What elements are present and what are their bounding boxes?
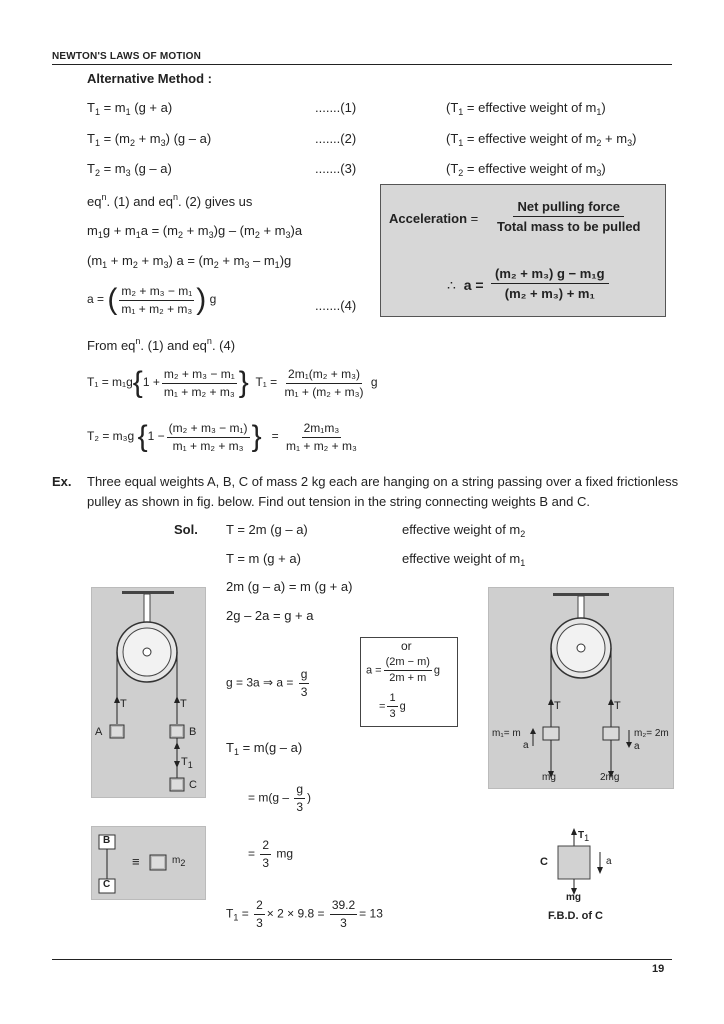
footer-rule bbox=[52, 959, 672, 960]
block-c-label: C bbox=[189, 779, 197, 791]
tension-right-label: T bbox=[180, 698, 187, 710]
fbd-diagram bbox=[540, 826, 640, 916]
tension-bc-label: $T_1$ bbox=[181, 756, 193, 770]
weight-left-label: mg bbox=[542, 772, 556, 783]
equation-3-number: .......(3) bbox=[315, 161, 357, 176]
from-eq-line: From $eq^n$. (1) and $eq^n$. (4) bbox=[87, 336, 236, 353]
fbd-of-c bbox=[540, 826, 640, 926]
solution-step-1: T = 2m (g – a) bbox=[226, 522, 308, 537]
t1-expression: T₁ = m₁g{1 + $\frac{\text{m₂ + m₃ − m₁}}{\text{m₁ + m₂ + m₃}}$ } T₁ = $\frac{\text{2m₁(m₂ + m₃)}}{\text{m₁ + (m₂ + m₃)}}$ g bbox=[87, 366, 378, 399]
section-header: NEWTON'S LAWS OF MOTION bbox=[52, 51, 202, 62]
pulley-figure-abc bbox=[91, 587, 206, 798]
equation-4: a = ( $\frac{\text{m₂ + m₃ − m₁}}{\text{m₁ + m₂ + m₃}}$ ) g bbox=[87, 283, 217, 316]
solution-step-2-note: effective weight of $m_1$ bbox=[402, 551, 526, 568]
equation-3-note: ($T_2$ = effective weight of $m_3$) bbox=[446, 161, 606, 178]
solution-step-8: = $\frac{2}{3}$ mg bbox=[248, 838, 294, 870]
equivalent-mass-figure bbox=[91, 826, 206, 900]
equation-1: $T_1 = m_1$ (g + a) bbox=[87, 100, 173, 117]
fbd-accel-label: a bbox=[606, 856, 612, 867]
acceleration-result: ∴ a = bbox=[447, 277, 484, 293]
alt-method-title: Alternative Method : bbox=[87, 71, 212, 86]
equation-3: $T_2 = m_3$ (g – a) bbox=[87, 161, 172, 178]
fbd-caption: F.B.D. of C bbox=[548, 910, 603, 922]
equation-2-number: .......(2) bbox=[315, 131, 357, 146]
equation-4-number: .......(4) bbox=[315, 298, 357, 313]
accel-left-label: a bbox=[523, 740, 529, 751]
derivation-line-2: $(m_1 + m_2 + m_3) a = (m_2 + m_3 - m_1)g$ bbox=[87, 253, 292, 270]
weight-right-label: 2mg bbox=[600, 772, 620, 783]
equivalent-sign: ≡ bbox=[132, 854, 140, 869]
fbd-block-label: C bbox=[540, 856, 548, 868]
derivation-line-1: $m_1g + m_1a = (m_2 + m_3)g - (m_2 + m_3)a$ bbox=[87, 223, 303, 240]
header-rule bbox=[52, 64, 672, 65]
or-label: or bbox=[401, 639, 412, 653]
equiv-block-c-label: C bbox=[103, 879, 111, 890]
example-text-line-2: pulley as shown in fig. below. Find out tension in the string connecting weights B and C. bbox=[87, 494, 590, 509]
tension-right-label: T bbox=[614, 700, 621, 712]
example-text-line-1: Three equal weights A, B, C of mass 2 kg each are hanging on a string passing over a fixed frictionless bbox=[87, 474, 679, 489]
mass-2-label: m₂= 2m bbox=[634, 728, 669, 739]
solution-step-5: g = 3a ⇒ a = $\frac{g}{3}$ bbox=[226, 667, 308, 699]
solution-label: Sol. bbox=[174, 522, 198, 537]
mass-1-label: m₁= m bbox=[492, 728, 521, 739]
or-result: = $\frac{1}{3}$ g bbox=[379, 692, 406, 720]
pulley-figure-m1-m2 bbox=[488, 587, 674, 789]
solution-step-3: 2m (g – a) = m (g + a) bbox=[226, 579, 353, 594]
acceleration-formula-box bbox=[380, 184, 666, 317]
acceleration-result-fraction: $\frac{\text{(m₂ + m₃) g − m₁g}}{\text{(m₂ + m₃) + m₁}}$ bbox=[489, 266, 611, 301]
solution-step-9: $T_1$ = $\frac{2}{3}$ × 2 × 9.8 = $\frac{39.2}{3}$ = 13 bbox=[226, 898, 383, 930]
acceleration-fraction: $\frac{\text{Net pulling force}}{\text{Total mass to be pulled}}$ bbox=[497, 199, 641, 234]
acceleration-label: Acceleration = bbox=[389, 211, 479, 226]
solution-step-7: = m(g – $\frac{g}{3}$ ) bbox=[248, 782, 312, 814]
alternate-acceleration-box bbox=[360, 637, 458, 727]
tension-left-label: T bbox=[120, 698, 127, 710]
fbd-tension-label: $T_1$ bbox=[578, 830, 590, 843]
equation-2-note: ($T_1$ = effective weight of $m_2 + m_3$) bbox=[446, 131, 637, 148]
pulley-diagram-m1-m2 bbox=[489, 588, 673, 788]
solution-step-2: T = m (g + a) bbox=[226, 551, 301, 566]
solution-step-1-note: effective weight of $m_2$ bbox=[402, 522, 526, 539]
t2-expression: T₂ = m₃g {1 − $\frac{\text{(m₂ + m₃ − m₁)}}{\text{m₁ + m₂ + m₃}}$ } = $\frac{\text{2m₁m₃}}{\text{m₁ + m₂ + m₃}}$ bbox=[87, 420, 357, 453]
or-expression: a = $\frac{(2m - m)}{2m + m}$ g bbox=[366, 656, 441, 684]
solution-step-6: $T_1 = m(g - a)$ bbox=[226, 740, 303, 757]
block-a-label: A bbox=[95, 726, 103, 738]
solution-step-4: 2g – 2a = g + a bbox=[226, 608, 314, 623]
gives-us-line: $eq^n$. (1) and $eq^n$. (2) gives us bbox=[87, 192, 253, 209]
page-number: 19 bbox=[652, 963, 665, 975]
equiv-block-b-label: B bbox=[103, 835, 111, 846]
block-b-label: B bbox=[189, 726, 197, 738]
tension-left-label: T bbox=[554, 700, 561, 712]
accel-right-label: a bbox=[634, 741, 640, 752]
fbd-weight-label: mg bbox=[566, 892, 581, 903]
equation-1-number: .......(1) bbox=[315, 100, 357, 115]
equation-1-note: ($T_1$ = effective weight of $m_1$) bbox=[446, 100, 606, 117]
equation-2: $T_1 = (m_2 + m_3)$ (g – a) bbox=[87, 131, 212, 148]
equiv-mass-label: $m_2$ bbox=[172, 855, 186, 868]
example-label: Ex. bbox=[52, 474, 72, 489]
